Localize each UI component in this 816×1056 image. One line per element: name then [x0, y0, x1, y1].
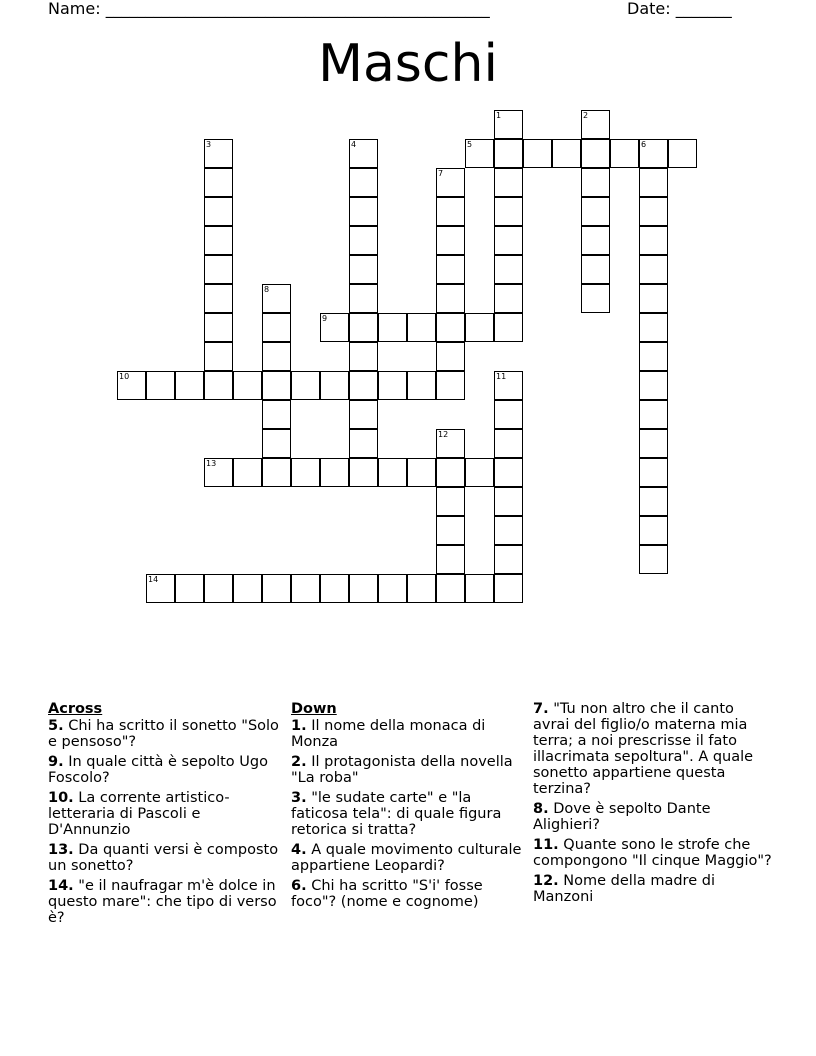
date-label: Date:: [627, 0, 671, 18]
grid-cell[interactable]: [117, 371, 146, 400]
grid-cell[interactable]: [349, 371, 378, 400]
clue-down-8: [533, 801, 773, 833]
grid-cell[interactable]: [494, 197, 523, 226]
grid-cell[interactable]: [349, 226, 378, 255]
clue-down-6: [291, 878, 529, 910]
clue-number: 2.: [291, 754, 307, 770]
grid-cell[interactable]: [233, 458, 262, 487]
grid-cell[interactable]: [494, 545, 523, 574]
grid-cell[interactable]: [436, 284, 465, 313]
grid-cell[interactable]: [436, 371, 465, 400]
grid-cell[interactable]: [262, 429, 291, 458]
grid-cell[interactable]: [320, 371, 349, 400]
cell-number: 4: [351, 140, 357, 149]
clue-number: 8.: [533, 801, 549, 817]
clue-number: 4.: [291, 842, 307, 858]
down-clues-column: [291, 701, 529, 914]
cell-number: 1: [496, 111, 502, 120]
down-heading: Down: [291, 701, 337, 717]
clue-text: Chi ha scritto il sonetto "Solo e pensoso"?: [48, 718, 279, 750]
grid-cell[interactable]: [639, 371, 668, 400]
grid-cell[interactable]: [262, 371, 291, 400]
grid-cell[interactable]: [349, 313, 378, 342]
grid-cell[interactable]: [494, 516, 523, 545]
grid-cell[interactable]: [349, 197, 378, 226]
grid-cell[interactable]: [320, 574, 349, 603]
grid-cell[interactable]: [349, 574, 378, 603]
grid-cell[interactable]: [407, 313, 436, 342]
grid-cell[interactable]: [320, 313, 349, 342]
clue-number: 5.: [48, 718, 64, 734]
grid-cell[interactable]: [204, 342, 233, 371]
grid-cell[interactable]: [262, 313, 291, 342]
grid-cell[interactable]: [494, 458, 523, 487]
grid-cell[interactable]: [639, 255, 668, 284]
clue-text: Da quanti versi è composto un sonetto?: [48, 842, 279, 874]
cell-number: 8: [264, 285, 270, 294]
grid-cell[interactable]: [233, 371, 262, 400]
cell-number: 6: [641, 140, 647, 149]
cell-number: 3: [206, 140, 212, 149]
cell-number: 5: [467, 140, 473, 149]
grid-cell[interactable]: [204, 197, 233, 226]
clue-across-10: [48, 790, 286, 838]
clue-number: 9.: [48, 754, 64, 770]
grid-cell[interactable]: [494, 284, 523, 313]
grid-cell[interactable]: [494, 487, 523, 516]
grid-cell[interactable]: [436, 429, 465, 458]
grid-cell[interactable]: [465, 458, 494, 487]
grid-cell[interactable]: [465, 313, 494, 342]
grid-cell[interactable]: [175, 574, 204, 603]
clue-number: 10.: [48, 790, 74, 806]
grid-cell[interactable]: [291, 574, 320, 603]
grid-cell[interactable]: [639, 168, 668, 197]
grid-cell[interactable]: [262, 400, 291, 429]
clue-across-5: [48, 718, 286, 750]
cell-number: 9: [322, 314, 328, 323]
clue-text: Quante sono le strofe che compongono "Il cinque Maggio"?: [533, 837, 772, 869]
grid-cell[interactable]: [204, 371, 233, 400]
clue-text: Nome della madre di Manzoni: [533, 873, 715, 905]
grid-cell[interactable]: [436, 226, 465, 255]
grid-cell[interactable]: [581, 168, 610, 197]
grid-cell[interactable]: [436, 313, 465, 342]
grid-cell[interactable]: [378, 313, 407, 342]
grid-cell[interactable]: [262, 342, 291, 371]
grid-cell[interactable]: [610, 139, 639, 168]
grid-cell[interactable]: [639, 429, 668, 458]
grid-cell[interactable]: [262, 458, 291, 487]
grid-cell[interactable]: [262, 574, 291, 603]
grid-cell[interactable]: [378, 574, 407, 603]
grid-cell[interactable]: [378, 458, 407, 487]
grid-cell[interactable]: [639, 400, 668, 429]
grid-cell[interactable]: [494, 371, 523, 400]
clue-number: 3.: [291, 790, 307, 806]
cell-number: 2: [583, 111, 589, 120]
grid-cell[interactable]: [523, 139, 552, 168]
grid-cell[interactable]: [639, 487, 668, 516]
grid-cell[interactable]: [204, 226, 233, 255]
grid-cell[interactable]: [204, 284, 233, 313]
cell-number: 10: [119, 372, 130, 381]
grid-cell[interactable]: [639, 226, 668, 255]
grid-cell[interactable]: [581, 197, 610, 226]
grid-cell[interactable]: [581, 139, 610, 168]
clue-text: "Tu non altro che il canto avrai del figlio/o materna mia terra; a noi prescrisse il fato illacrimata sepoltura". A quale sonetto appartiene questa terzina?: [533, 701, 754, 797]
grid-cell[interactable]: [320, 458, 349, 487]
grid-cell[interactable]: [436, 487, 465, 516]
clue-number: 6.: [291, 878, 307, 894]
clue-down-4: [291, 842, 529, 874]
clue-text: La corrente artistico-letteraria di Pascoli e D'Annunzio: [48, 790, 230, 838]
grid-cell[interactable]: [639, 516, 668, 545]
cell-number: 7: [438, 169, 444, 178]
grid-cell[interactable]: [639, 197, 668, 226]
grid-cell[interactable]: [436, 255, 465, 284]
puzzle-title: Maschi: [318, 34, 498, 94]
grid-cell[interactable]: [349, 284, 378, 313]
grid-cell[interactable]: [291, 371, 320, 400]
down-clues-column-continued: [533, 701, 773, 909]
clue-down-1: [291, 718, 529, 750]
grid-cell[interactable]: [639, 545, 668, 574]
grid-cell[interactable]: [494, 400, 523, 429]
grid-cell[interactable]: [494, 255, 523, 284]
grid-cell[interactable]: [349, 342, 378, 371]
grid-cell[interactable]: [552, 139, 581, 168]
grid-cell[interactable]: [407, 574, 436, 603]
grid-cell[interactable]: [407, 458, 436, 487]
grid-cell[interactable]: [494, 313, 523, 342]
clue-text: Il protagonista della novella "La roba": [291, 754, 513, 786]
grid-cell[interactable]: [436, 545, 465, 574]
clue-down-2: [291, 754, 529, 786]
grid-cell[interactable]: [436, 197, 465, 226]
across-clues-column: [48, 701, 286, 930]
grid-cell[interactable]: [436, 574, 465, 603]
grid-cell[interactable]: [233, 574, 262, 603]
clue-text: "le sudate carte" e "la faticosa tela": di quale figura retorica si tratta?: [291, 790, 502, 838]
clue-down-3: [291, 790, 529, 838]
grid-cell[interactable]: [407, 371, 436, 400]
across-heading: Across: [48, 701, 103, 717]
grid-cell[interactable]: [291, 458, 320, 487]
cell-number: 12: [438, 430, 449, 439]
grid-cell[interactable]: [639, 313, 668, 342]
grid-cell[interactable]: [494, 429, 523, 458]
grid-cell[interactable]: [639, 139, 668, 168]
clue-across-13: [48, 842, 286, 874]
grid-cell[interactable]: [639, 284, 668, 313]
grid-cell[interactable]: [581, 284, 610, 313]
grid-cell[interactable]: [581, 255, 610, 284]
clue-text: A quale movimento culturale appartiene Leopardi?: [291, 842, 522, 874]
grid-cell[interactable]: [204, 139, 233, 168]
grid-cell[interactable]: [494, 574, 523, 603]
grid-cell[interactable]: [204, 255, 233, 284]
clue-across-14: [48, 878, 286, 926]
grid-cell[interactable]: [175, 371, 204, 400]
grid-cell[interactable]: [378, 371, 407, 400]
date-line[interactable]: _______: [675, 0, 732, 18]
clue-number: 12.: [533, 873, 559, 889]
grid-cell[interactable]: [146, 371, 175, 400]
grid-cell[interactable]: [639, 458, 668, 487]
clue-text: "e il naufragar m'è dolce in questo mare": che tipo di verso è?: [48, 878, 277, 926]
grid-cell[interactable]: [494, 139, 523, 168]
grid-cell[interactable]: [436, 342, 465, 371]
grid-cell[interactable]: [494, 226, 523, 255]
clue-text: Dove è sepolto Dante Alighieri?: [533, 801, 711, 833]
grid-cell[interactable]: [581, 226, 610, 255]
clue-across-9: [48, 754, 286, 786]
grid-cell[interactable]: [436, 168, 465, 197]
grid-cell[interactable]: [146, 574, 175, 603]
grid-cell[interactable]: [465, 574, 494, 603]
grid-cell[interactable]: [436, 516, 465, 545]
grid-cell[interactable]: [349, 458, 378, 487]
grid-cell[interactable]: [639, 342, 668, 371]
grid-cell[interactable]: [349, 139, 378, 168]
cell-number: 11: [496, 372, 507, 381]
cell-number: 14: [148, 575, 159, 584]
grid-cell[interactable]: [204, 574, 233, 603]
cell-number: 13: [206, 459, 217, 468]
clue-number: 7.: [533, 701, 549, 717]
clue-text: Chi ha scritto "S'i' fosse foco"? (nome e cognome): [291, 878, 483, 910]
clue-down-12: [533, 873, 773, 905]
grid-cell[interactable]: [262, 284, 291, 313]
grid-cell[interactable]: [494, 110, 523, 139]
clue-down-11: [533, 837, 773, 869]
clue-number: 1.: [291, 718, 307, 734]
grid-cell[interactable]: [204, 458, 233, 487]
grid-cell[interactable]: [204, 168, 233, 197]
grid-cell[interactable]: [349, 255, 378, 284]
grid-cell[interactable]: [436, 458, 465, 487]
clue-number: 13.: [48, 842, 74, 858]
grid-cell[interactable]: [494, 168, 523, 197]
grid-cell[interactable]: [349, 168, 378, 197]
clue-number: 11.: [533, 837, 559, 853]
grid-cell[interactable]: [668, 139, 697, 168]
clue-text: In quale città è sepolto Ugo Foscolo?: [48, 754, 268, 786]
clue-down-7: [533, 701, 773, 797]
grid-cell[interactable]: [349, 429, 378, 458]
grid-cell[interactable]: [204, 313, 233, 342]
grid-cell[interactable]: [349, 400, 378, 429]
grid-cell[interactable]: [465, 139, 494, 168]
clue-number: 14.: [48, 878, 74, 894]
name-label: Name:: [48, 0, 101, 18]
name-line[interactable]: ________________________________________________: [105, 0, 490, 18]
grid-cell[interactable]: [581, 110, 610, 139]
clue-text: Il nome della monaca di Monza: [291, 718, 486, 750]
